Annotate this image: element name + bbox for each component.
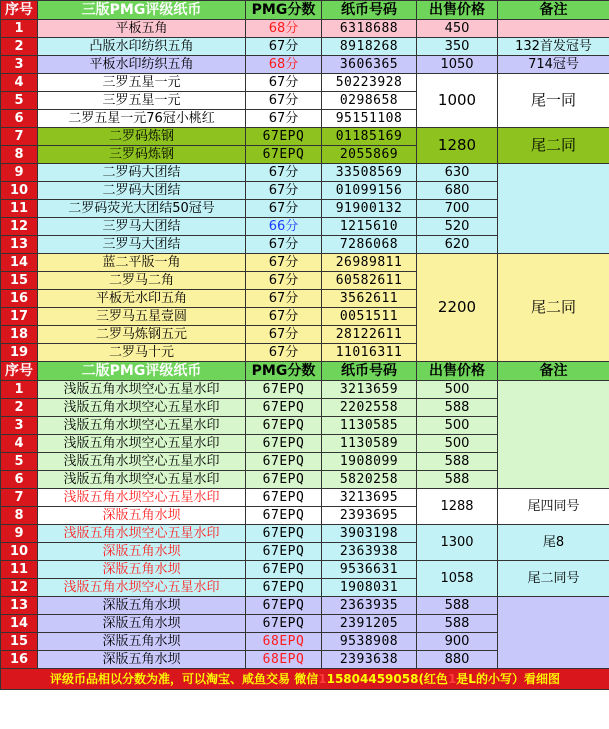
note-name: 三罗码炼钢 [38, 146, 246, 164]
pmg-score: 67EPQ [246, 453, 322, 471]
note-name: 二罗五星一元76冠小桃红 [38, 110, 246, 128]
note-name: 二罗马二角 [38, 272, 246, 290]
sale-price: 880 [417, 651, 498, 669]
table-row [1, 597, 609, 615]
serial-number: 2055869 [322, 146, 417, 164]
serial-number: 2363938 [322, 543, 417, 561]
sale-price: 500 [417, 435, 498, 453]
pmg-score: 67分 [246, 182, 322, 200]
header-price: 出售价格 [417, 362, 498, 381]
serial-number: 1908099 [322, 453, 417, 471]
remark: 尾二同 [498, 254, 609, 362]
note-name: 浅版五角水坝空心五星水印 [38, 435, 246, 453]
row-index: 15 [1, 633, 38, 651]
row-index: 2 [1, 399, 38, 417]
serial-number: 9538908 [322, 633, 417, 651]
pmg-score: 68EPQ [246, 651, 322, 669]
pmg-score: 67EPQ [246, 399, 322, 417]
row-index: 14 [1, 254, 38, 272]
note-name: 二罗码大团结 [38, 182, 246, 200]
header-price: 出售价格 [417, 1, 498, 20]
note-name: 浅版五角水坝空心五星水印 [38, 579, 246, 597]
row-index: 11 [1, 561, 38, 579]
footer-text-a: 评级币品相以分数为准，可以淘宝、咸鱼交易 微信 [50, 672, 319, 686]
pmg-score: 67分 [246, 272, 322, 290]
pmg-score: 67分 [246, 38, 322, 56]
serial-number: 3903198 [322, 525, 417, 543]
serial-number: 2393638 [322, 651, 417, 669]
note-name: 浅版五角水坝空心五星水印 [38, 489, 246, 507]
serial-number: 2391205 [322, 615, 417, 633]
pmg-score: 67EPQ [246, 615, 322, 633]
note-name: 深版五角水坝 [38, 633, 246, 651]
row-index: 5 [1, 92, 38, 110]
sale-price: 500 [417, 417, 498, 435]
serial-number: 26989811 [322, 254, 417, 272]
header-score: PMG分数 [246, 362, 322, 381]
serial-number: 1908031 [322, 579, 417, 597]
note-name: 浅版五角水坝空心五星水印 [38, 417, 246, 435]
serial-number: 8918268 [322, 38, 417, 56]
note-name: 凸版水印纺织五角 [38, 38, 246, 56]
pmg-score: 68EPQ [246, 633, 322, 651]
row-index: 5 [1, 453, 38, 471]
table-row [1, 561, 609, 579]
header-serial: 纸币号码 [322, 1, 417, 20]
note-name: 二罗码炼钢 [38, 128, 246, 146]
sale-price: 350 [417, 38, 498, 56]
row-index: 15 [1, 272, 38, 290]
sale-price: 588 [417, 471, 498, 489]
remark: 714冠号 [498, 56, 609, 74]
remark [498, 597, 609, 669]
row-index: 7 [1, 128, 38, 146]
note-name: 浅版五角水坝空心五星水印 [38, 471, 246, 489]
serial-number: 95151108 [322, 110, 417, 128]
serial-number: 2202558 [322, 399, 417, 417]
pmg-score: 67分 [246, 110, 322, 128]
pmg-score: 67分 [246, 254, 322, 272]
remark: 尾二同 [498, 128, 609, 164]
serial-number: 2393695 [322, 507, 417, 525]
footer-text-e: 是L的小写）看细图 [456, 672, 560, 686]
pmg-score: 67EPQ [246, 417, 322, 435]
note-name: 深版五角水坝 [38, 561, 246, 579]
header-note: 备注 [498, 362, 609, 381]
table-row [1, 74, 609, 92]
row-index: 3 [1, 417, 38, 435]
pmg-score: 68分 [246, 56, 322, 74]
pmg-score: 68分 [246, 20, 322, 38]
pmg-score: 67分 [246, 164, 322, 182]
table-row [1, 56, 609, 74]
note-name: 浅版五角水坝空心五星水印 [38, 381, 246, 399]
serial-number: 3213659 [322, 381, 417, 399]
serial-number: 28122611 [322, 326, 417, 344]
section2-header-row [1, 362, 609, 381]
remark: 132首发冠号 [498, 38, 609, 56]
sale-price: 520 [417, 218, 498, 236]
row-index: 6 [1, 110, 38, 128]
table-row [1, 381, 609, 399]
row-index: 12 [1, 579, 38, 597]
table-row [1, 164, 609, 182]
serial-number: 1215610 [322, 218, 417, 236]
table-row [1, 254, 609, 272]
sale-price: 630 [417, 164, 498, 182]
note-name: 二罗马十元 [38, 344, 246, 362]
sale-price: 620 [417, 236, 498, 254]
sale-price: 1058 [417, 561, 498, 597]
row-index: 13 [1, 597, 38, 615]
pmg-score: 67EPQ [246, 543, 322, 561]
note-name: 深版五角水坝 [38, 543, 246, 561]
section1-header-row [1, 1, 609, 20]
note-name: 深版五角水坝 [38, 597, 246, 615]
row-index: 8 [1, 146, 38, 164]
note-name: 平板五角 [38, 20, 246, 38]
serial-number: 7286068 [322, 236, 417, 254]
row-index: 19 [1, 344, 38, 362]
sale-price: 1300 [417, 525, 498, 561]
sale-price: 680 [417, 182, 498, 200]
serial-number: 0051511 [322, 308, 417, 326]
sale-price: 1050 [417, 56, 498, 74]
row-index: 16 [1, 651, 38, 669]
remark: 尾一同 [498, 74, 609, 128]
sale-price: 588 [417, 597, 498, 615]
footer-note [1, 669, 609, 690]
note-name: 蓝二平版一角 [38, 254, 246, 272]
pmg-score: 67EPQ [246, 435, 322, 453]
note-name: 三罗马大团结 [38, 236, 246, 254]
remark: 尾四同号 [498, 489, 609, 525]
pmg-score: 67分 [246, 326, 322, 344]
row-index: 4 [1, 74, 38, 92]
serial-number: 2363935 [322, 597, 417, 615]
footer-text-b: 1 [318, 672, 327, 686]
table-row [1, 20, 609, 38]
sale-price: 1000 [417, 74, 498, 128]
header-serial: 纸币号码 [322, 362, 417, 381]
sale-price: 2200 [417, 254, 498, 362]
header-name: 三版PMG评级纸币 [38, 1, 246, 20]
remark [498, 20, 609, 38]
pmg-score: 67EPQ [246, 146, 322, 164]
row-index: 10 [1, 182, 38, 200]
remark [498, 381, 609, 489]
sale-price: 700 [417, 200, 498, 218]
pmg-score: 67EPQ [246, 597, 322, 615]
row-index: 10 [1, 543, 38, 561]
serial-number: 5820258 [322, 471, 417, 489]
serial-number: 60582611 [322, 272, 417, 290]
remark: 尾二同号 [498, 561, 609, 597]
pmg-score: 67分 [246, 344, 322, 362]
sale-price: 500 [417, 381, 498, 399]
pmg-score: 67分 [246, 308, 322, 326]
table-row [1, 525, 609, 543]
row-index: 12 [1, 218, 38, 236]
header-index: 序号 [1, 362, 38, 381]
table-row [1, 489, 609, 507]
row-index: 8 [1, 507, 38, 525]
row-index: 1 [1, 20, 38, 38]
sale-price: 900 [417, 633, 498, 651]
note-name: 三罗马五星壹圆 [38, 308, 246, 326]
row-index: 9 [1, 164, 38, 182]
pmg-score: 67EPQ [246, 507, 322, 525]
serial-number: 91900132 [322, 200, 417, 218]
note-name: 浅版五角水坝空心五星水印 [38, 453, 246, 471]
sale-price: 1280 [417, 128, 498, 164]
table-row [1, 38, 609, 56]
pmg-score: 67分 [246, 200, 322, 218]
pmg-score: 67EPQ [246, 561, 322, 579]
pmg-score: 67EPQ [246, 489, 322, 507]
pmg-score: 67EPQ [246, 525, 322, 543]
serial-number: 1130585 [322, 417, 417, 435]
header-score: PMG分数 [246, 1, 322, 20]
header-index: 序号 [1, 1, 38, 20]
note-name: 浅版五角水坝空心五星水印 [38, 399, 246, 417]
note-name: 平板水印纺织五角 [38, 56, 246, 74]
row-index: 18 [1, 326, 38, 344]
pmg-score: 67分 [246, 74, 322, 92]
serial-number: 3213695 [322, 489, 417, 507]
footer-text-c: 15804459058(红色 [326, 672, 448, 686]
pmg-score: 67EPQ [246, 471, 322, 489]
sale-price: 588 [417, 399, 498, 417]
row-index: 4 [1, 435, 38, 453]
remark [498, 164, 609, 254]
serial-number: 6318688 [322, 20, 417, 38]
sale-price: 450 [417, 20, 498, 38]
pmg-score: 67EPQ [246, 381, 322, 399]
serial-number: 01185169 [322, 128, 417, 146]
header-name: 二版PMG评级纸币 [38, 362, 246, 381]
header-note: 备注 [498, 1, 609, 20]
row-index: 7 [1, 489, 38, 507]
row-index: 14 [1, 615, 38, 633]
serial-number: 3562611 [322, 290, 417, 308]
row-index: 9 [1, 525, 38, 543]
row-index: 3 [1, 56, 38, 74]
note-name: 二罗码荧光大团结50冠号 [38, 200, 246, 218]
pmg-score: 67分 [246, 92, 322, 110]
note-name: 平板无水印五角 [38, 290, 246, 308]
note-name: 三罗五星一元 [38, 74, 246, 92]
serial-number: 3606365 [322, 56, 417, 74]
row-index: 1 [1, 381, 38, 399]
serial-number: 50223928 [322, 74, 417, 92]
serial-number: 1130589 [322, 435, 417, 453]
sale-price: 588 [417, 453, 498, 471]
note-name: 三罗马大团结 [38, 218, 246, 236]
note-name: 二罗码大团结 [38, 164, 246, 182]
pmg-score: 67分 [246, 236, 322, 254]
table-row [1, 128, 609, 146]
serial-number: 01099156 [322, 182, 417, 200]
row-index: 13 [1, 236, 38, 254]
serial-number: 9536631 [322, 561, 417, 579]
pmg-score: 67EPQ [246, 579, 322, 597]
row-index: 16 [1, 290, 38, 308]
row-index: 2 [1, 38, 38, 56]
serial-number: 11016311 [322, 344, 417, 362]
row-index: 11 [1, 200, 38, 218]
note-name: 三罗五星一元 [38, 92, 246, 110]
note-name: 浅版五角水坝空心五星水印 [38, 525, 246, 543]
sale-price: 588 [417, 615, 498, 633]
pmg-score: 66分 [246, 218, 322, 236]
row-index: 6 [1, 471, 38, 489]
footer-text-d: 1 [447, 672, 457, 686]
serial-number: 33508569 [322, 164, 417, 182]
footer-row [1, 669, 609, 690]
note-name: 深版五角水坝 [38, 651, 246, 669]
sale-price: 1288 [417, 489, 498, 525]
remark: 尾8 [498, 525, 609, 561]
row-index: 17 [1, 308, 38, 326]
note-name: 二罗马炼钢五元 [38, 326, 246, 344]
note-name: 深版五角水坝 [38, 615, 246, 633]
note-name: 深版五角水坝 [38, 507, 246, 525]
serial-number: 0298658 [322, 92, 417, 110]
pmg-score: 67EPQ [246, 128, 322, 146]
pmg-score: 67分 [246, 290, 322, 308]
